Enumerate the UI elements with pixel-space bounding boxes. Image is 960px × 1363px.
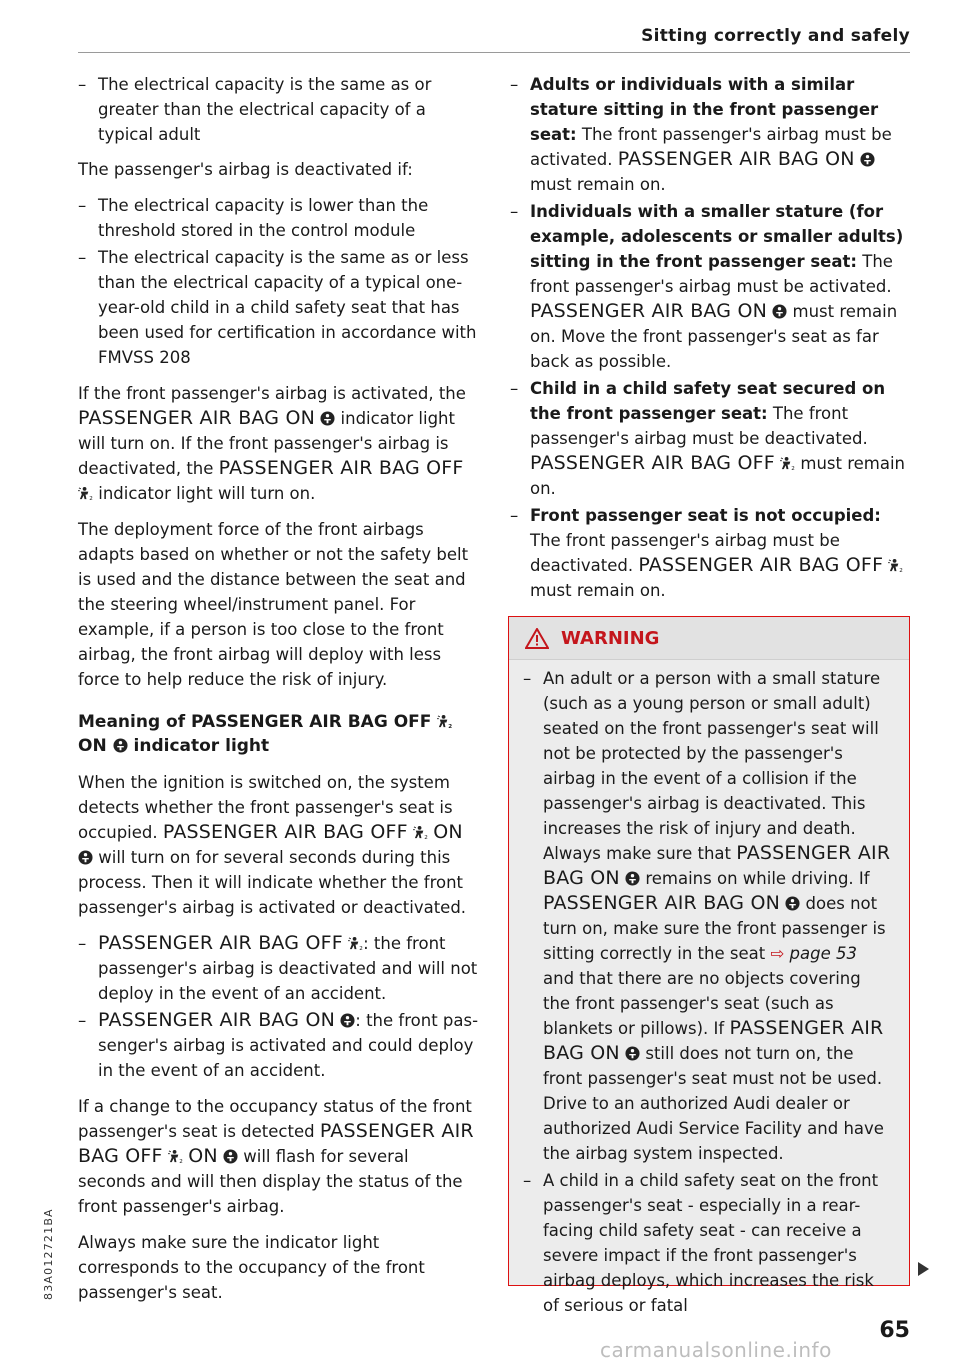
warning-triangle-icon (525, 628, 549, 649)
section-heading (78, 710, 480, 758)
indicator-on-text: PASSENGER AIR BAG ON (530, 300, 768, 322)
airbag-on-icon (785, 896, 800, 911)
paragraph: The passenger's airbag is deactivated if: (78, 160, 413, 179)
text: and that there are no objects covering the front passenger's seat (such as blankets or pillows). If (543, 969, 861, 1038)
list-item (510, 199, 910, 374)
text: must remain on. (530, 581, 666, 600)
heading-text: ON (78, 736, 107, 756)
list-item (523, 1168, 893, 1318)
indicator-off-text: PASSENGER AIR BAG OFF (162, 821, 408, 843)
page-title: Sitting correctly and safely (641, 26, 910, 46)
paragraph: Always make sure the indicator light corresponds to the occupancy of the front passenger's seat. (78, 1233, 425, 1302)
list-item-text: The electrical capacity is the same as or greater than the electrical capacity of a typical adult (98, 75, 432, 144)
page-header (78, 26, 910, 53)
document-code: 83A012721BA (42, 1208, 55, 1300)
airbag-on-icon (320, 411, 335, 426)
indicator-on-text: PASSENGER AIR BAG ON (617, 148, 855, 170)
warning-body (509, 660, 909, 1318)
text: The front passenger's airbag must be deactivated. (530, 404, 868, 448)
paragraph (78, 381, 480, 506)
airbag-off-icon (413, 825, 428, 840)
indicator-off-text: PASSENGER AIR BAG OFF (98, 932, 343, 954)
bold-text: Adults or individuals with a similar stature sitting in the front passenger seat: (530, 75, 879, 144)
list-item-text: The electrical capacity is the same as or less than the electrical capacity of a typical one-year-old child in a child safety seat that has been used for certification in accordance with FMVSS 208 (98, 248, 477, 367)
airbag-off-icon (888, 558, 903, 573)
list-item (78, 72, 480, 147)
airbag-on-icon (860, 152, 875, 167)
text: When the ignition is switched on, the system detects whether the front passenger's seat is occupied. (78, 773, 453, 842)
text: must remain on. (530, 175, 666, 194)
text: must remain on. Move the front passenger's seat as far back as possible. (530, 302, 898, 371)
continue-arrow-icon (918, 1262, 929, 1276)
list-item (510, 503, 910, 603)
indicator-off-text: PASSENGER AIR BAG OFF (530, 452, 775, 474)
text: An adult or a person with a small stature (such as a young person or small adult) seated on the front passenger's seat will not be protected by the passenger's airbag in the event of a collision if the passenger's airbag is deactivated. This increases the risk of injury and death. Always make sure that (543, 669, 881, 863)
indicator-on-text: PASSENGER AIR BAG ON (543, 892, 781, 914)
list-item (78, 931, 480, 1006)
paragraph (78, 770, 480, 920)
right-column (510, 72, 910, 605)
airbag-off-icon (437, 714, 452, 729)
page-link[interactable]: page 53 (789, 944, 857, 963)
watermark: carmanualsonline.info (600, 1338, 832, 1362)
airbag-on-icon (625, 871, 640, 886)
indicator-on-text: PASSENGER AIR BAG ON (98, 1009, 336, 1031)
arrow-right-icon: ⇨ (770, 944, 785, 963)
indicator-on-text: PASSENGER AIR BAG ON (543, 1017, 884, 1064)
text: must remain on. (530, 454, 906, 498)
airbag-on-icon (78, 850, 93, 865)
list-item (510, 72, 910, 197)
airbag-off-icon (780, 456, 795, 471)
paragraph (78, 1094, 480, 1219)
text: The front passenger's airbag must be activated. (530, 252, 893, 296)
text: still does not turn on, the front passenger's seat must not be used. Drive to an authorized Audi dealer or authorized Audi Service Facility and have the airbag system inspected. (543, 1044, 884, 1163)
indicator-off-text: PASSENGER AIR BAG OFF (638, 554, 884, 576)
warning-box (508, 616, 910, 1315)
text: will turn on for several seconds during this process. Then it will indicate whether the front passenger's airbag is activated or deactivated. (78, 848, 467, 917)
airbag-off-icon (348, 936, 363, 951)
paragraph: The deployment force of the front airbags adapts based on whether or not the safety belt is used and the distance between the seat and the steering wheel/instrument panel. For example, if a person is too close to the front airbag, the front airbag will deploy with less force to help reduce the risk of injury. (78, 520, 469, 689)
indicator-on-text: ON (433, 821, 463, 843)
heading-text: Meaning of PASSENGER AIR BAG OFF (78, 712, 432, 732)
text: A child in a child safety seat on the front passenger's seat - especially in a rear-facing child safety seat - can receive a severe impact if the front passenger's airbag deploys, which increases the risk of serious or fatal (543, 1171, 879, 1315)
text: indicator light will turn on. If the front passenger's airbag is deactivated, the (78, 409, 455, 478)
text: The front passenger's airbag must be deactivated. (530, 531, 840, 575)
indicator-off-text: PASSENGER AIR BAG OFF (78, 1120, 474, 1167)
text: indicator light will turn on. (98, 484, 316, 503)
indicator-on-text: ON (188, 1145, 218, 1167)
text: If a change to the occupancy status of the front passenger's seat is detected (78, 1097, 472, 1141)
indicator-off-text: PASSENGER AIR BAG OFF (218, 457, 464, 479)
text: will flash for several seconds and will then display the status of the front passenger's airbag. (78, 1147, 463, 1216)
text: If the front passenger's airbag is activated, the (78, 384, 466, 403)
indicator-on-text: PASSENGER AIR BAG ON (543, 842, 891, 889)
airbag-on-icon (625, 1046, 640, 1061)
list-item (78, 245, 480, 370)
list-item (78, 1008, 480, 1083)
text: The front passenger's airbag must be activated. (530, 125, 892, 169)
list-item (510, 376, 910, 501)
indicator-on-text: PASSENGER AIR BAG ON (78, 407, 316, 429)
bold-text: Child in a child safety seat secured on the front passenger seat: (530, 379, 886, 423)
airbag-on-icon (223, 1149, 238, 1164)
airbag-off-icon (168, 1149, 183, 1164)
heading-text: indicator light (133, 736, 270, 756)
list-item (78, 193, 480, 243)
list-item-text: The electrical capacity is lower than the threshold stored in the control module (98, 196, 429, 240)
airbag-on-icon (340, 1013, 355, 1028)
text: remains on while driving. If (645, 869, 870, 888)
warning-header (509, 617, 909, 660)
text: : the front passenger's airbag is deactivated and will not deploy in the event of an accident. (98, 934, 478, 1003)
left-column (78, 72, 480, 1316)
text: : the front passenger's airbag is activated and could deploy in the event of an accident. (98, 1011, 479, 1080)
airbag-on-icon (772, 304, 787, 319)
warning-title: WARNING (561, 627, 660, 649)
bold-text: Front passenger seat is not occupied: (530, 506, 881, 525)
airbag-off-icon (78, 486, 93, 501)
airbag-on-icon (113, 738, 128, 753)
bold-text: Individuals with a smaller stature (for example, adolescents or smaller adults) sitting in the front passenger seat: (530, 202, 904, 271)
text: does not turn on, make sure the front passenger is sitting correctly in the seat (543, 894, 886, 963)
page-number: 65 (879, 1318, 910, 1343)
list-item (523, 666, 893, 1166)
